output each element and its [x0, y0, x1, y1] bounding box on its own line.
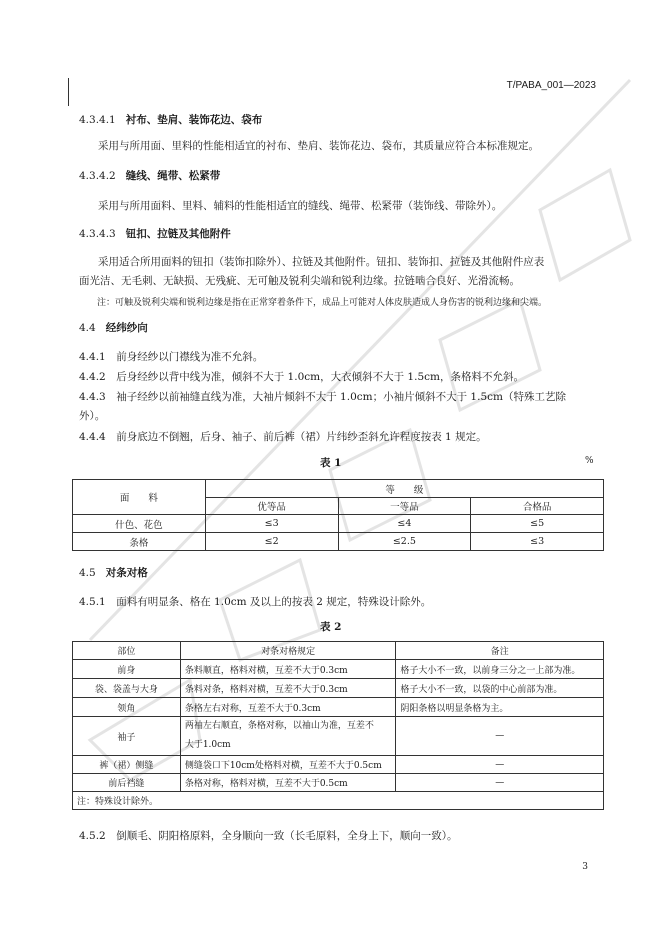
- table-cell: ≤3: [471, 533, 604, 551]
- table-row: [73, 774, 604, 792]
- table2-header: 对条对格规定: [180, 642, 396, 660]
- table-row: [73, 660, 604, 679]
- table2-rule: 条料顺直，格料对横，互差不大于0.3cm: [180, 660, 396, 679]
- table2-header: 备注: [396, 642, 604, 660]
- table-row: [73, 717, 604, 756]
- table1-caption: 表 1: [320, 457, 342, 469]
- table2-note: 注：特殊设计除外。: [73, 792, 604, 810]
- table2-remark: —: [396, 774, 604, 792]
- table2-remark: —: [396, 756, 604, 774]
- item-443: 4.4.3 袖子经纱以前袖缝直线为准，大袖片倾斜不大于 1.0cm；小袖片倾斜不大于 1.5cm（特殊工艺除: [79, 391, 566, 403]
- heading-45: 4.5 对条对格: [79, 567, 148, 579]
- table2-part: 前身: [73, 660, 181, 679]
- heading-44: 4.4 经纬纱向: [79, 322, 148, 334]
- table2-rule: 两袖左右顺直，条格对称，以袖山为准，互差不 大于1.0cm: [180, 717, 396, 756]
- table-cell: ≤4: [338, 515, 471, 533]
- table1-unit: %: [585, 456, 594, 466]
- table2-caption: 表 2: [320, 621, 342, 633]
- table2-part: 领角: [73, 698, 181, 717]
- table2-part: 袋、袋盖与大身: [73, 679, 181, 698]
- heading-4342: 4.3.4.2 缝线、绳带、松紧带: [79, 170, 221, 182]
- heading-4341: 4.3.4.1 衬布、垫肩、装饰花边、袋布: [79, 114, 263, 126]
- table2-remark: 格子大小不一致，以袋的中心前部为准。: [396, 679, 604, 698]
- table1-col-fabric: 面 料: [73, 480, 206, 515]
- table2-remark: 阴阳条格以明显条格为主。: [396, 698, 604, 717]
- para-4341: 采用与所用面、里料的性能相适宜的衬布、垫肩、装饰花边、袋布，其质量应符合本标准规定。: [98, 140, 539, 152]
- table2-part: 袖子: [73, 717, 181, 756]
- item-451: 4.5.1 面料有明显条、格在 1.0cm 及以上的按表 2 规定，特殊设计除外。: [79, 596, 432, 608]
- table2-rule: 条料对条，格料对横，互差不大于0.3cm: [180, 679, 396, 698]
- table2-part: 裤（裙）侧缝: [73, 756, 181, 774]
- table-row: [73, 679, 604, 698]
- table1-row-label: 什色、花色: [73, 515, 206, 533]
- table2-header: 部位: [73, 642, 181, 660]
- table2: [72, 641, 604, 810]
- table-row: [73, 533, 604, 551]
- table1-grade-header: 合格品: [471, 498, 604, 515]
- table1-row-label: 条格: [73, 533, 206, 551]
- table2-part: 前后裆缝: [73, 774, 181, 792]
- table2-rule: 条格左右对称，互差不大于0.3cm: [180, 698, 396, 717]
- table1: [72, 479, 604, 551]
- table-row: [73, 756, 604, 774]
- heading-4343: 4.3.4.3 钮扣、拉链及其他附件: [79, 228, 231, 240]
- table2-rule: 侧缝袋口下10cm处格料对横，互差不大于0.5cm: [180, 756, 396, 774]
- table2-remark: —: [396, 717, 604, 756]
- para-4343-line2: 面光洁、无毛刺、无缺损、无残疵、无可触及锐利尖端和锐利边缘。拉链啮合良好、光滑流畅。: [79, 275, 520, 287]
- table-cell: ≤3: [205, 515, 338, 533]
- table2-rule: 条格对称，格料对横，互差不大于0.5cm: [180, 774, 396, 792]
- standard-number: T/PABA_001—2023: [506, 80, 596, 91]
- item-444: 4.4.4 前身底边不倒翘，后身、袖子、前后裤（裙）片纬纱歪斜允许程度按表 1 规定。: [79, 431, 487, 443]
- table2-remark: 格子大小不一致，以前身三分之一上部为准。: [396, 660, 604, 679]
- item-441: 4.4.1 前身经纱以门襟线为准不允斜。: [79, 351, 264, 363]
- item-442: 4.4.2 后身经纱以背中线为准，倾斜不大于 1.0cm，大衣倾斜不大于 1.5cm，条格料不允斜。: [79, 371, 524, 383]
- table1-grade-header: 优等品: [205, 498, 338, 515]
- header-margin-bar: [68, 78, 69, 106]
- note-4343: 注：可触及锐利尖端和锐利边缘是指在正常穿着条件下，成品上可能对人体皮肤造成人身伤害的锐利边缘和尖端。: [97, 298, 548, 308]
- page-number: 3: [582, 862, 588, 872]
- table1-grade-header: 一等品: [338, 498, 471, 515]
- table-cell: ≤2: [205, 533, 338, 551]
- table1-col-grade: 等 级: [205, 480, 603, 498]
- table-cell: ≤5: [471, 515, 604, 533]
- para-4342: 采用与所用面料、里料、辅料的性能相适宜的缝线、绳带、松紧带（装饰线、带除外）。: [98, 200, 503, 212]
- item-443-cont: 外）。: [79, 410, 106, 422]
- table-row: [73, 515, 604, 533]
- table-cell: ≤2.5: [338, 533, 471, 551]
- item-452: 4.5.2 倒顺毛、阴阳格原料，全身顺向一致（长毛原料，全身上下，顺向一致）。: [79, 830, 458, 842]
- para-4343-line1: 采用适合所用面料的钮扣（装饰扣除外）、拉链及其他附件。钮扣、装饰扣、拉链及其他附件应表: [98, 256, 545, 268]
- table-row: [73, 698, 604, 717]
